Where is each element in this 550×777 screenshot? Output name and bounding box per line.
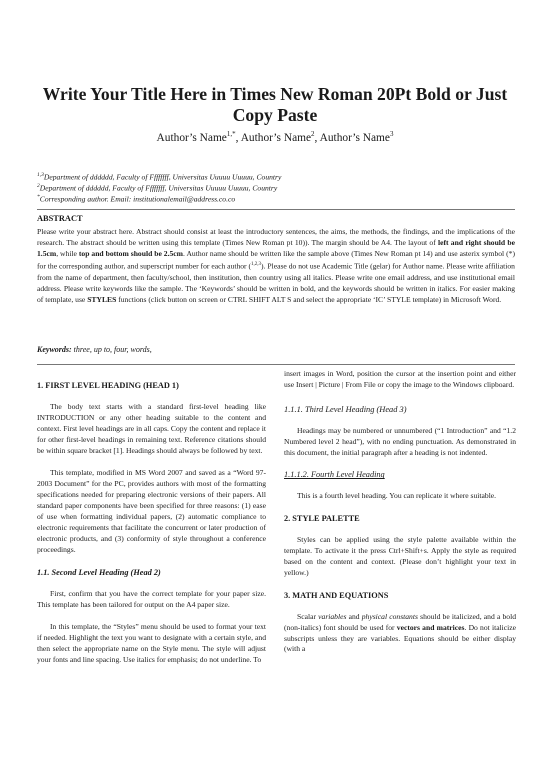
fourth-level-heading: 1.1.1.2. Fourth Level Heading xyxy=(284,470,385,480)
abstract-text: ). Please do not use Academic Title (gelar) for Author name. Please write affiliation from the name of department, then faculty/school, then institution, then country using all italics. Please write one email address, and use institutional email address. Please write keywords like the sample. The ‘Keywords’ should be written in bold, and the keywords should be written in italics. For easier making of template, use xyxy=(37,261,515,305)
abstract-superscript: 1,2,3 xyxy=(251,262,262,268)
body-paragraph: This is a fourth level heading. You can replicate it where suitable. xyxy=(297,491,497,501)
body-text: . Do not italicize subscripts unless they are variables. Equations should be either display (with a xyxy=(284,622,517,654)
bold-text: vectors and matrices xyxy=(396,622,465,632)
subsection-heading: 1.1. Second Level Heading (Head 2) xyxy=(37,567,161,577)
section-divider xyxy=(37,209,515,210)
body-paragraph xyxy=(284,612,516,656)
affiliations xyxy=(37,171,517,204)
section-heading: 2. STYLE PALETTE xyxy=(284,514,360,524)
author-separator: , xyxy=(235,131,241,144)
body-paragraph: In this template, the “Styles” menu should be used to format your text if needed. Highlight the text you want to designate with a certain style, and then select the appropriate name on the Style menu. The style will adjust your fonts and line spacing. Use italics for emphasis; do not underline. To xyxy=(37,622,266,665)
author-name: Author’s Name xyxy=(156,131,227,144)
abstract-text: . Author name should be written like the sample above (Times New Roman pt 14) and use asterix symbol (*) for the corresponding author, and superscript number for each author ( xyxy=(37,249,515,271)
keywords-line xyxy=(37,345,152,354)
affiliation-superscript: * xyxy=(37,194,40,201)
abstract-text: Please write your abstract here. Abstract should consist at least the introductory sentences, the aims, the methods, the findings, and the implications of the research. The abstract should be written using this template (Times New Roman pt 10)). The margin should be A4. The layout of xyxy=(37,227,515,248)
body-paragraph: This template, modified in MS Word 2007 and saved as a “Word 97-2003 Document” for the PC, provides authors with most of the formatting specifications needed for preparing electronic versions of their papers. All standard paper components have been specified for three reasons: (1) ease of use when formatting individual papers, (2) automatic compliance to electronic requirements that facilitate the concurrent or later production of electronic products, and (3) conformity of style throughout a conference proceedings. xyxy=(37,468,266,554)
abstract-text: functions (click button on screen or CTRL SHIFT ALT S and select the appropriate ‘IC’ STYLE template) in Microsoft Word. xyxy=(116,295,502,305)
italic-text: physical constants xyxy=(361,611,418,621)
body-paragraph: insert images in Word, position the cursor at the insertion point and either use Insert | Picture | From File or copy the image to the Windows clipboard. xyxy=(284,369,516,389)
author-superscript: 3 xyxy=(389,130,394,138)
paper-title: Write Your Title Here in Times New Roman 20Pt Bold or Just Copy Paste xyxy=(42,84,508,125)
affiliation-line xyxy=(37,193,517,204)
author-superscript: 2 xyxy=(311,130,315,138)
author-name: Author’s Name xyxy=(319,131,390,144)
affiliation-text: Department of dddddd, Faculty of Ffffffff, Universitas Uuuuu Uuuuu, Country xyxy=(39,183,278,193)
body-text: and xyxy=(346,611,362,621)
affiliation-text: Department of dddddd, Faculty of Ffffffff, Universitas Uuuuu Uuuuu, Country xyxy=(43,172,282,182)
abstract-bold-text: top and bottom should be 2.5cm xyxy=(78,249,183,259)
left-column xyxy=(37,369,266,678)
body-paragraph: First, confirm that you have the correct template for your paper size. This template has been tailored for output on the A4 paper size. xyxy=(37,588,266,609)
section-heading: 3. MATH AND EQUATIONS xyxy=(284,590,389,600)
section-divider xyxy=(37,364,515,365)
affiliation-superscript: 2 xyxy=(37,183,40,190)
abstract-bold-text: STYLES xyxy=(87,295,117,305)
affiliation-superscript: 1,3 xyxy=(37,172,44,178)
body-paragraph: Styles can be applied using the style palette available within the template. To activate it the press Ctrl+Shift+s. Apply the style as required based on the content and context. (Please don’t highlight your text in yellow.) xyxy=(284,535,516,577)
body-paragraph: Headings may be numbered or unnumbered (“1 Introduction” and “1.2 Numbered level 2 head”), with no ending punctuation. As demonstrated in this document, the initial paragraph after a heading is not indented. xyxy=(284,425,516,457)
affiliation-line xyxy=(37,182,517,193)
section-heading: 1. FIRST LEVEL HEADING (HEAD 1) xyxy=(37,381,179,390)
affiliation-text: Corresponding author. Email: institutionalemail@address.co.co xyxy=(39,194,236,204)
keywords-value: three, up to, four, words, xyxy=(71,345,152,354)
body-text: should be italicized, and a bold (non-italics) font should be used for xyxy=(284,611,516,632)
body-text: Scalar xyxy=(297,611,319,621)
italic-text: variables xyxy=(318,611,347,621)
body-paragraph: The body text starts with a standard first-level heading like INTRODUCTION or any other heading suitable to the content and context. First level headings are in all caps. Copy the content and replace it for other first-level headings in remaining text. Reference citations should be within square bracket [1]. Headings should always be followed by text. xyxy=(37,401,266,455)
abstract-bold-text: left and right should be 1.5cm xyxy=(37,238,516,259)
author-superscript: 1,* xyxy=(226,130,236,138)
affiliation-line xyxy=(37,171,517,182)
author-name: Author’s Name xyxy=(240,131,312,144)
abstract-text: , while xyxy=(56,249,79,259)
author-separator: , xyxy=(314,131,320,144)
keywords-label: Keywords: xyxy=(37,345,72,354)
right-column xyxy=(284,369,516,667)
subsubsection-heading: 1.1.1. Third Level Heading (Head 3) xyxy=(284,404,407,414)
abstract-heading: ABSTRACT xyxy=(37,214,83,223)
abstract-body xyxy=(37,226,515,305)
author-line xyxy=(30,127,520,145)
